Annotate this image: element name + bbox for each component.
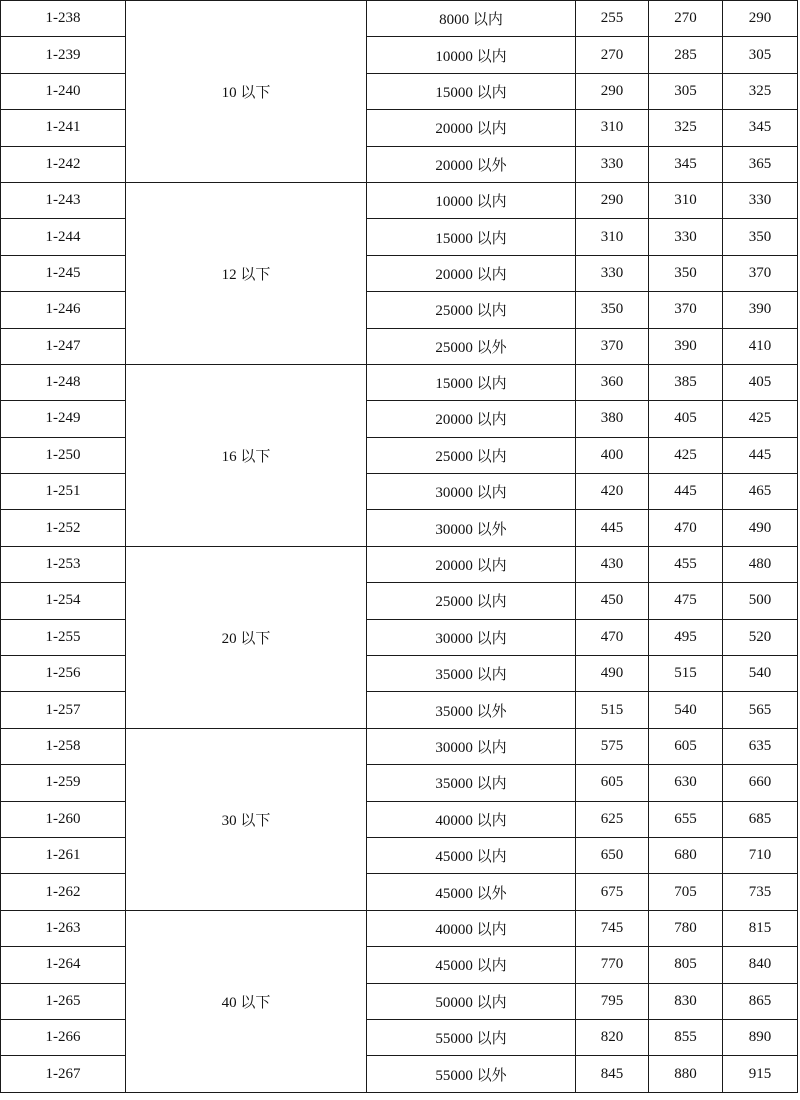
table-row (1, 765, 798, 801)
value-cell-2: 445 (649, 474, 723, 510)
group-label: 40 以下 (126, 910, 367, 1092)
range-cell: 40000 以内 (367, 801, 576, 837)
range-cell: 10000 以内 (367, 37, 576, 73)
rate-table-body (1, 1, 798, 1093)
value-cell-2: 345 (649, 146, 723, 182)
value-cell-1: 255 (576, 1, 649, 37)
value-cell-1: 370 (576, 328, 649, 364)
value-cell-3: 890 (723, 1019, 798, 1055)
item-code: 1-263 (1, 910, 126, 946)
table-row (1, 401, 798, 437)
range-cell: 30000 以内 (367, 474, 576, 510)
value-cell-2: 285 (649, 37, 723, 73)
value-cell-2: 880 (649, 1056, 723, 1092)
range-cell: 45000 以内 (367, 837, 576, 873)
value-cell-1: 845 (576, 1056, 649, 1092)
table-row (1, 510, 798, 546)
value-cell-3: 370 (723, 255, 798, 291)
item-code: 1-255 (1, 619, 126, 655)
value-cell-3: 660 (723, 765, 798, 801)
value-cell-2: 630 (649, 765, 723, 801)
value-cell-3: 405 (723, 364, 798, 400)
table-row (1, 583, 798, 619)
value-cell-3: 565 (723, 692, 798, 728)
value-cell-1: 400 (576, 437, 649, 473)
value-cell-1: 745 (576, 910, 649, 946)
item-code: 1-266 (1, 1019, 126, 1055)
table-row (1, 656, 798, 692)
value-cell-2: 605 (649, 728, 723, 764)
table-row (1, 182, 798, 218)
range-cell: 55000 以内 (367, 1019, 576, 1055)
value-cell-3: 635 (723, 728, 798, 764)
value-cell-3: 465 (723, 474, 798, 510)
value-cell-2: 470 (649, 510, 723, 546)
value-cell-2: 455 (649, 546, 723, 582)
range-cell: 30000 以内 (367, 728, 576, 764)
value-cell-2: 405 (649, 401, 723, 437)
range-cell: 10000 以内 (367, 182, 576, 218)
value-cell-1: 290 (576, 73, 649, 109)
item-code: 1-253 (1, 546, 126, 582)
value-cell-2: 310 (649, 182, 723, 218)
table-row (1, 437, 798, 473)
value-cell-3: 410 (723, 328, 798, 364)
value-cell-2: 515 (649, 656, 723, 692)
item-code: 1-249 (1, 401, 126, 437)
table-row (1, 692, 798, 728)
range-cell: 15000 以内 (367, 364, 576, 400)
range-cell: 20000 以内 (367, 110, 576, 146)
value-cell-1: 450 (576, 583, 649, 619)
range-cell: 25000 以内 (367, 292, 576, 328)
value-cell-3: 480 (723, 546, 798, 582)
value-cell-3: 865 (723, 983, 798, 1019)
value-cell-1: 605 (576, 765, 649, 801)
value-cell-1: 270 (576, 37, 649, 73)
value-cell-3: 290 (723, 1, 798, 37)
value-cell-3: 735 (723, 874, 798, 910)
group-label: 30 以下 (126, 728, 367, 910)
value-cell-2: 475 (649, 583, 723, 619)
group-label: 20 以下 (126, 546, 367, 728)
value-cell-2: 855 (649, 1019, 723, 1055)
value-cell-3: 500 (723, 583, 798, 619)
value-cell-1: 430 (576, 546, 649, 582)
value-cell-2: 655 (649, 801, 723, 837)
item-code: 1-248 (1, 364, 126, 400)
value-cell-1: 360 (576, 364, 649, 400)
value-cell-1: 770 (576, 947, 649, 983)
range-cell: 35000 以外 (367, 692, 576, 728)
value-cell-2: 540 (649, 692, 723, 728)
value-cell-1: 310 (576, 219, 649, 255)
table-row (1, 874, 798, 910)
item-code: 1-247 (1, 328, 126, 364)
value-cell-1: 330 (576, 146, 649, 182)
value-cell-2: 705 (649, 874, 723, 910)
range-cell: 45000 以内 (367, 947, 576, 983)
value-cell-2: 780 (649, 910, 723, 946)
range-cell: 25000 以内 (367, 583, 576, 619)
table-row (1, 619, 798, 655)
item-code: 1-262 (1, 874, 126, 910)
range-cell: 8000 以内 (367, 1, 576, 37)
value-cell-3: 345 (723, 110, 798, 146)
item-code: 1-246 (1, 292, 126, 328)
item-code: 1-241 (1, 110, 126, 146)
value-cell-2: 830 (649, 983, 723, 1019)
table-row (1, 364, 798, 400)
range-cell: 40000 以内 (367, 910, 576, 946)
item-code: 1-242 (1, 146, 126, 182)
value-cell-1: 650 (576, 837, 649, 873)
value-cell-3: 915 (723, 1056, 798, 1092)
item-code: 1-261 (1, 837, 126, 873)
group-label: 10 以下 (126, 1, 367, 183)
value-cell-3: 445 (723, 437, 798, 473)
value-cell-3: 685 (723, 801, 798, 837)
value-cell-2: 805 (649, 947, 723, 983)
table-row (1, 146, 798, 182)
table-row (1, 1, 798, 37)
value-cell-2: 680 (649, 837, 723, 873)
table-row (1, 292, 798, 328)
table-row (1, 728, 798, 764)
value-cell-3: 350 (723, 219, 798, 255)
item-code: 1-251 (1, 474, 126, 510)
value-cell-3: 520 (723, 619, 798, 655)
value-cell-2: 270 (649, 1, 723, 37)
range-cell: 25000 以内 (367, 437, 576, 473)
item-code: 1-267 (1, 1056, 126, 1092)
value-cell-1: 675 (576, 874, 649, 910)
item-code: 1-264 (1, 947, 126, 983)
group-label: 16 以下 (126, 364, 367, 546)
item-code: 1-259 (1, 765, 126, 801)
table-row (1, 801, 798, 837)
range-cell: 20000 以内 (367, 401, 576, 437)
table-row (1, 837, 798, 873)
range-cell: 15000 以内 (367, 73, 576, 109)
range-cell: 20000 以外 (367, 146, 576, 182)
range-cell: 45000 以外 (367, 874, 576, 910)
range-cell: 20000 以内 (367, 546, 576, 582)
value-cell-3: 710 (723, 837, 798, 873)
item-code: 1-245 (1, 255, 126, 291)
value-cell-1: 625 (576, 801, 649, 837)
value-cell-2: 305 (649, 73, 723, 109)
table-row (1, 255, 798, 291)
value-cell-1: 310 (576, 110, 649, 146)
range-cell: 35000 以内 (367, 656, 576, 692)
value-cell-1: 820 (576, 1019, 649, 1055)
value-cell-3: 425 (723, 401, 798, 437)
item-code: 1-254 (1, 583, 126, 619)
item-code: 1-265 (1, 983, 126, 1019)
value-cell-1: 490 (576, 656, 649, 692)
value-cell-3: 490 (723, 510, 798, 546)
range-cell: 50000 以内 (367, 983, 576, 1019)
value-cell-1: 330 (576, 255, 649, 291)
value-cell-2: 325 (649, 110, 723, 146)
range-cell: 35000 以内 (367, 765, 576, 801)
table-row (1, 73, 798, 109)
item-code: 1-258 (1, 728, 126, 764)
value-cell-3: 390 (723, 292, 798, 328)
item-code: 1-257 (1, 692, 126, 728)
value-cell-3: 330 (723, 182, 798, 218)
value-cell-3: 325 (723, 73, 798, 109)
table-row (1, 37, 798, 73)
table-row (1, 219, 798, 255)
value-cell-1: 350 (576, 292, 649, 328)
value-cell-2: 350 (649, 255, 723, 291)
value-cell-2: 385 (649, 364, 723, 400)
table-row (1, 474, 798, 510)
item-code: 1-260 (1, 801, 126, 837)
item-code: 1-243 (1, 182, 126, 218)
item-code: 1-252 (1, 510, 126, 546)
value-cell-2: 390 (649, 328, 723, 364)
table-row (1, 910, 798, 946)
value-cell-1: 420 (576, 474, 649, 510)
range-cell: 25000 以外 (367, 328, 576, 364)
item-code: 1-256 (1, 656, 126, 692)
value-cell-1: 445 (576, 510, 649, 546)
group-label: 12 以下 (126, 182, 367, 364)
value-cell-2: 330 (649, 219, 723, 255)
value-cell-1: 380 (576, 401, 649, 437)
item-code: 1-250 (1, 437, 126, 473)
item-code: 1-244 (1, 219, 126, 255)
item-code: 1-238 (1, 1, 126, 37)
item-code: 1-239 (1, 37, 126, 73)
value-cell-2: 370 (649, 292, 723, 328)
range-cell: 30000 以外 (367, 510, 576, 546)
value-cell-1: 575 (576, 728, 649, 764)
table-row (1, 1019, 798, 1055)
value-cell-1: 290 (576, 182, 649, 218)
range-cell: 30000 以内 (367, 619, 576, 655)
value-cell-1: 795 (576, 983, 649, 1019)
table-row (1, 947, 798, 983)
value-cell-1: 515 (576, 692, 649, 728)
table-row (1, 983, 798, 1019)
range-cell: 55000 以外 (367, 1056, 576, 1092)
value-cell-2: 425 (649, 437, 723, 473)
value-cell-3: 815 (723, 910, 798, 946)
range-cell: 20000 以内 (367, 255, 576, 291)
value-cell-3: 365 (723, 146, 798, 182)
value-cell-1: 470 (576, 619, 649, 655)
table-row (1, 328, 798, 364)
range-cell: 15000 以内 (367, 219, 576, 255)
table-row (1, 1056, 798, 1092)
value-cell-2: 495 (649, 619, 723, 655)
table-row (1, 110, 798, 146)
item-code: 1-240 (1, 73, 126, 109)
value-cell-3: 540 (723, 656, 798, 692)
table-row (1, 546, 798, 582)
value-cell-3: 840 (723, 947, 798, 983)
value-cell-3: 305 (723, 37, 798, 73)
